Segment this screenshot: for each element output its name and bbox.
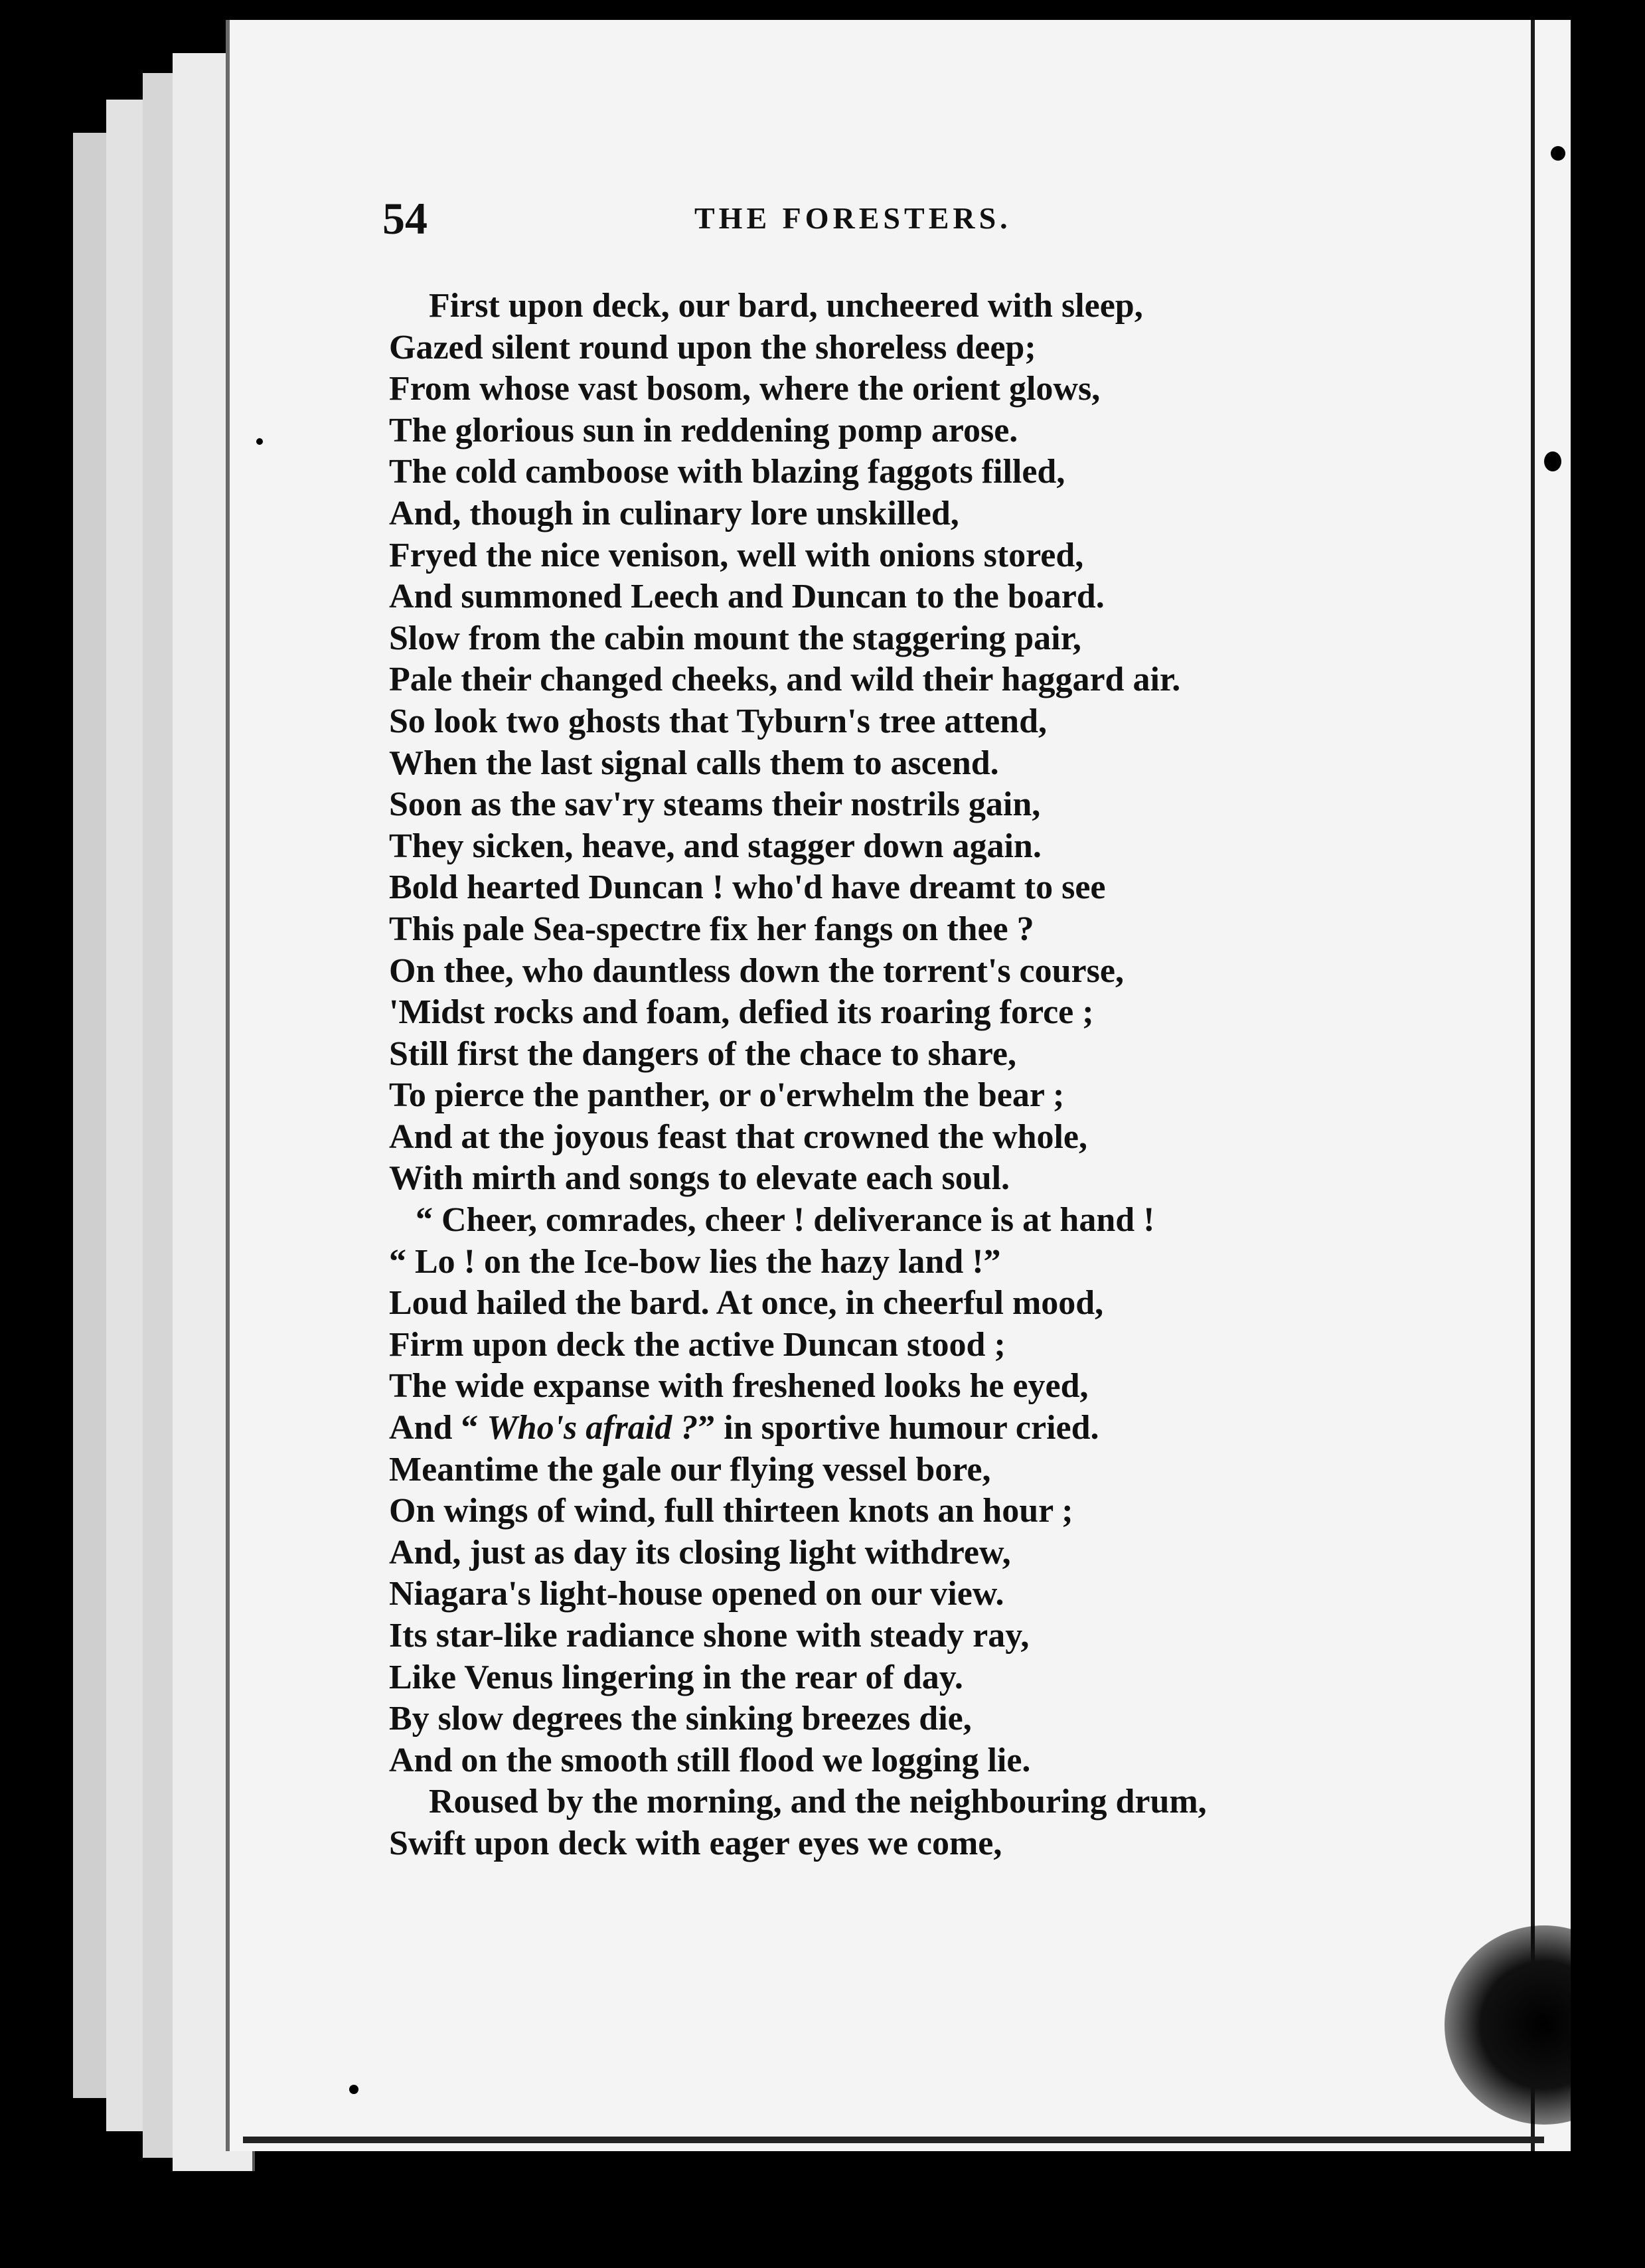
ink-speck (349, 2085, 358, 2094)
poem-text (389, 285, 1518, 1865)
poem-line: This pale Sea-spectre fix her fangs on thee ? (389, 910, 1034, 948)
poem-line: Slow from the cabin mount the staggering pair, (389, 619, 1081, 657)
ink-speck (256, 438, 263, 445)
ink-smudge (1445, 1925, 1571, 2125)
page-bottom-edge (243, 2137, 1544, 2143)
ink-speck (1544, 451, 1561, 471)
page-header (382, 193, 1471, 252)
poem-line: And summoned Leech and Duncan to the board. (389, 578, 1105, 616)
poem-line: Soon as the sav'ry steams their nostrils gain, (389, 785, 1041, 824)
poem-line: Pale their changed cheeks, and wild their haggard air. (389, 661, 1181, 699)
poem-line: Gazed silent round upon the shoreless deep; (389, 328, 1036, 366)
poem-line: Like Venus lingering in the rear of day. (389, 1658, 963, 1696)
poem-line: Swift upon deck with eager eyes we come, (389, 1824, 1002, 1862)
poem-line: Still first the dangers of the chace to share, (389, 1034, 1017, 1073)
poem-line: 'Midst rocks and foam, defied its roaring force ; (389, 993, 1094, 1032)
poem-line: Loud hailed the bard. At once, in cheerful mood, (389, 1284, 1104, 1323)
poem-line: Its star-like radiance shone with steady ray, (389, 1617, 1030, 1655)
poem-line: The cold camboose with blazing faggots filled, (389, 453, 1065, 491)
poem-text-run: And “ (389, 1409, 487, 1447)
poem-line: The wide expanse with freshened looks he eyed, (389, 1367, 1089, 1406)
poem-line: And, though in culinary lore unskilled, (389, 494, 959, 532)
poem-line-afraid (389, 1408, 1518, 1449)
running-title: THE FORESTERS. (694, 201, 1012, 235)
poem-line: First upon deck, our bard, uncheered with sleep, (429, 287, 1143, 325)
poem-line: And, just as day its closing light withdrew, (389, 1533, 1011, 1572)
page-number: 54 (382, 193, 428, 244)
poem-line: And at the joyous feast that crowned the whole, (389, 1117, 1088, 1156)
poem-line: “ Lo ! on the Ice-bow lies the hazy land !” (389, 1242, 1001, 1281)
poem-line: And on the smooth still flood we logging lie. (389, 1741, 1031, 1779)
poem-line: They sicken, heave, and stagger down again. (389, 827, 1042, 865)
poem-line: Fryed the nice venison, well with onions stored, (389, 536, 1084, 574)
poem-line: “ Cheer, comrades, cheer ! deliverance is at hand ! (416, 1201, 1155, 1240)
poem-line: The glorious sun in reddening pomp arose. (389, 411, 1018, 449)
ink-speck (1551, 146, 1565, 161)
poem-line: Bold hearted Duncan ! who'd have dreamt to see (389, 868, 1106, 907)
page-fold (1531, 20, 1535, 2151)
book-page (226, 20, 1571, 2151)
poem-line: From whose vast bosom, where the orient glows, (389, 370, 1101, 408)
poem-line: By slow degrees the sinking breezes die, (389, 1700, 972, 1738)
poem-line: Firm upon deck the active Duncan stood ; (389, 1325, 1006, 1364)
poem-text-run: ” in sportive humour cried. (698, 1409, 1099, 1447)
poem-line: So look two ghosts that Tyburn's tree attend, (389, 702, 1047, 740)
poem-line: On thee, who dauntless down the torrent's course, (389, 951, 1124, 990)
poem-line: Roused by the morning, and the neighbouring drum, (429, 1783, 1207, 1821)
poem-line: When the last signal calls them to ascend. (389, 744, 999, 782)
poem-line: On wings of wind, full thirteen knots an hour ; (389, 1492, 1073, 1530)
poem-line: Niagara's light-house opened on our view. (389, 1575, 1004, 1613)
poem-line: With mirth and songs to elevate each soul. (389, 1159, 1010, 1198)
italic-phrase: Who's afraid ? (487, 1409, 698, 1447)
poem-line: Meantime the gale our flying vessel bore, (389, 1450, 991, 1489)
poem-line: To pierce the panther, or o'erwhelm the bear ; (389, 1076, 1065, 1115)
